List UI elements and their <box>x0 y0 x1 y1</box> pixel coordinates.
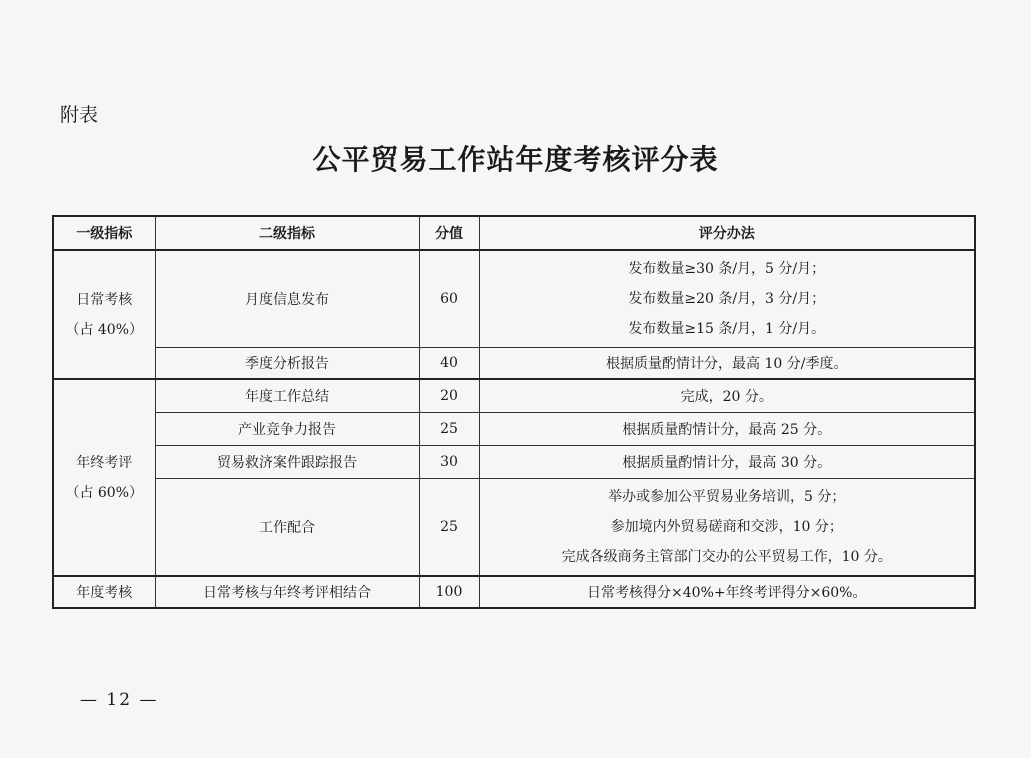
item-method: 日常考核得分×40%+年终考评得分×60%。 <box>479 576 975 608</box>
method-line: 举办或参加公平贸易业务培训，5 分； <box>608 489 846 505</box>
item-score: 25 <box>419 479 479 577</box>
category-name: 日常考核 <box>76 291 133 308</box>
header-method: 评分办法 <box>479 216 975 250</box>
item-name: 日常考核与年终考评相结合 <box>155 576 419 608</box>
method-line: 发布数量≥20 条/月，3 分/月； <box>628 291 826 307</box>
item-score: 30 <box>419 446 479 479</box>
table-row <box>53 379 975 413</box>
item-score: 20 <box>419 379 479 413</box>
header-level2: 二级指标 <box>155 216 419 250</box>
method-line: 发布数量≥30 条/月，5 分/月； <box>628 261 826 277</box>
item-method: 根据质量酌情计分，最高 10 分/季度。 <box>479 348 975 380</box>
item-method: 完成，20 分。 <box>479 379 975 413</box>
table-row <box>53 446 975 479</box>
category-name: 年终考评 <box>76 454 133 471</box>
appendix-label: 附表 <box>60 104 99 126</box>
item-name: 产业竞争力报告 <box>155 413 419 446</box>
category-annual: 年度考核 <box>53 576 155 608</box>
item-method <box>479 250 975 348</box>
table-row <box>53 250 975 348</box>
item-name: 季度分析报告 <box>155 348 419 380</box>
item-name: 贸易救济案件跟踪报告 <box>155 446 419 479</box>
table-header-row <box>53 216 975 250</box>
item-score: 100 <box>419 576 479 608</box>
category-weight: （占 40%） <box>65 321 144 338</box>
category-year-end <box>53 379 155 576</box>
item-score: 40 <box>419 348 479 380</box>
category-daily <box>53 250 155 379</box>
item-name: 工作配合 <box>155 479 419 577</box>
method-line: 发布数量≥15 条/月，1 分/月。 <box>628 321 826 337</box>
method-line: 参加境内外贸易磋商和交涉，10 分； <box>610 519 843 535</box>
table-row <box>53 479 975 577</box>
method-line: 完成各级商务主管部门交办的公平贸易工作，10 分。 <box>561 549 892 565</box>
table-row <box>53 413 975 446</box>
item-method: 根据质量酌情计分，最高 25 分。 <box>479 413 975 446</box>
item-score: 60 <box>419 250 479 348</box>
category-weight: （占 60%） <box>65 484 144 501</box>
page-number: — 12 — <box>80 690 159 710</box>
page-title: 公平贸易工作站年度考核评分表 <box>312 143 719 176</box>
item-method: 根据质量酌情计分，最高 30 分。 <box>479 446 975 479</box>
scoring-table <box>52 215 976 609</box>
item-name: 年度工作总结 <box>155 379 419 413</box>
header-score: 分值 <box>419 216 479 250</box>
table-row <box>53 348 975 380</box>
item-name: 月度信息发布 <box>155 250 419 348</box>
item-score: 25 <box>419 413 479 446</box>
header-level1: 一级指标 <box>53 216 155 250</box>
item-method <box>479 479 975 577</box>
table-row <box>53 576 975 608</box>
